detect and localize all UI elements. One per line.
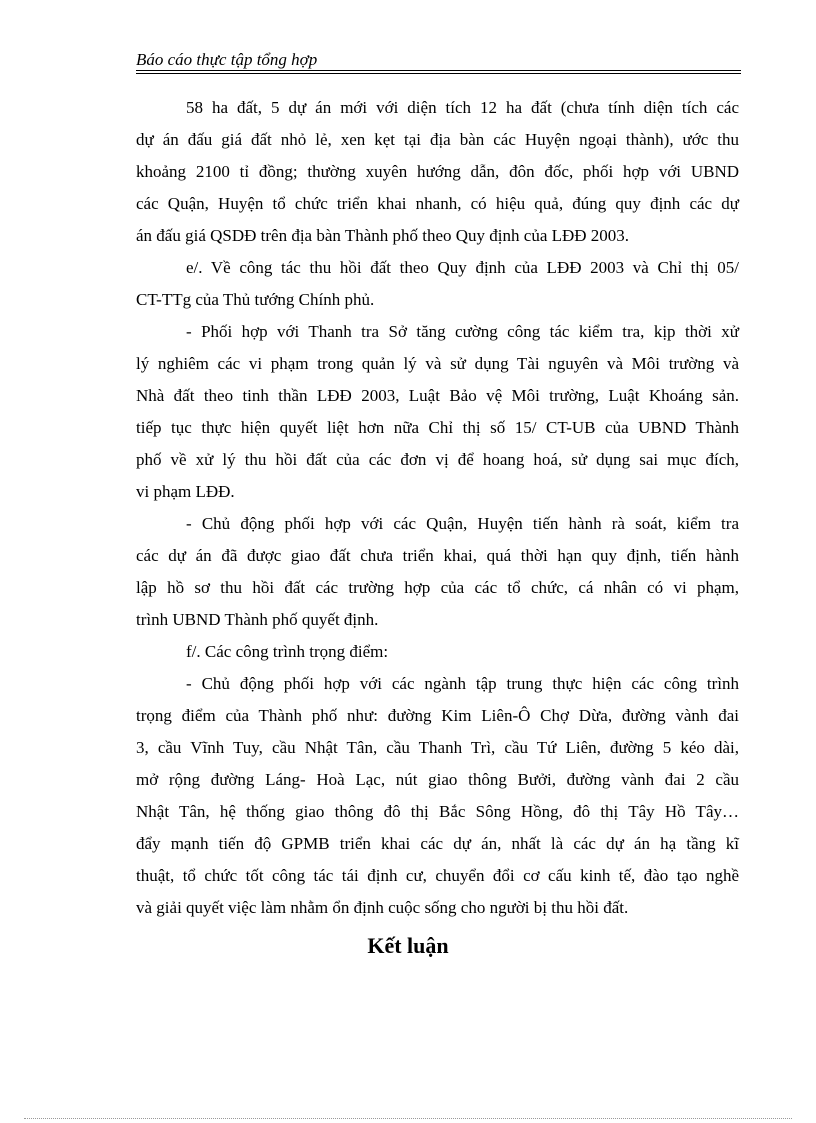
text-line: f/. Các công trình trọng điểm: <box>186 642 389 661</box>
text-line: - Chủ động phối hợp với các Quận, Huyện tiến hành rà soát, kiểm tra <box>186 514 739 533</box>
text-line: lập hồ sơ thu hồi đất các trường hợp của các tổ chức, cá nhân có vi phạm, <box>136 578 739 597</box>
text-line: lý nghiêm các vi phạm trong quản lý và sử dụng Tài nguyên và Môi trường và <box>136 354 739 373</box>
text-line: dự án đấu giá đất nhỏ lẻ, xen kẹt tại địa bàn các Huyện ngoại thành), ước thu <box>136 130 739 149</box>
page-header <box>136 49 741 71</box>
text-line: - Phối hợp với Thanh tra Sở tăng cường công tác kiểm tra, kịp thời xử <box>186 322 739 341</box>
paragraph <box>136 252 739 316</box>
paragraph <box>136 668 739 924</box>
header-title: Báo cáo thực tập tổng hợp <box>136 50 318 69</box>
text-line: 3, cầu Vĩnh Tuy, cầu Nhật Tân, cầu Thanh Trì, cầu Tứ Liên, đường 5 kéo dài, <box>136 738 739 757</box>
text-line: vi phạm LĐĐ. <box>136 482 235 501</box>
text-line: mở rộng đường Láng- Hoà Lạc, nút giao thông Bưởi, đường vành đai 2 cầu <box>136 770 739 789</box>
text-line: trình UBND Thành phố quyết định. <box>136 610 379 629</box>
paragraph <box>136 508 739 636</box>
text-line: e/. Về công tác thu hồi đất theo Quy định của LĐĐ 2003 và Chỉ thị 05/ <box>186 258 739 277</box>
paragraph <box>136 316 739 508</box>
header-rule-bottom <box>136 73 741 74</box>
text-line: thuật, tổ chức tốt công tác tái định cư, chuyển đổi cơ cấu kinh tế, đào tạo nghề <box>136 866 739 885</box>
text-line: đẩy mạnh tiến độ GPMB triển khai các dự án, nhất là các dự án hạ tầng kĩ <box>136 834 739 853</box>
text-line: tiếp tục thực hiện quyết liệt hơn nữa Chỉ thị số 15/ CT-UB của UBND Thành <box>136 418 739 437</box>
text-line: phố về xử lý thu hồi đất của các đơn vị để hoang hoá, sử dụng sai mục đích, <box>136 450 739 469</box>
document-body <box>136 92 739 924</box>
text-line: khoảng 2100 tỉ đồng; thường xuyên hướng dẫn, đôn đốc, phối hợp với UBND <box>136 162 739 181</box>
page-bottom-border <box>24 1118 792 1119</box>
text-line: và giải quyết việc làm nhằm ổn định cuộc sống cho người bị thu hồi đất. <box>136 898 629 917</box>
header-rule-top <box>136 70 741 71</box>
conclusion-heading: Kết luận <box>367 933 449 958</box>
paragraph <box>136 636 739 668</box>
text-line: 58 ha đất, 5 dự án mới với diện tích 12 ha đất (chưa tính diện tích các <box>186 98 739 117</box>
text-line: các dự án đã được giao đất chưa triển khai, quá thời hạn quy định, tiến hành <box>136 546 739 565</box>
text-line: án đấu giá QSDĐ trên địa bàn Thành phố theo Quy định của LĐĐ 2003. <box>136 226 630 245</box>
text-line: - Chủ động phối hợp với các ngành tập trung thực hiện các công trình <box>186 674 739 693</box>
text-line: các Quận, Huyện tổ chức triển khai nhanh, có hiệu quả, đúng quy định các dự <box>136 194 739 213</box>
paragraph <box>136 92 739 252</box>
text-line: CT-TTg của Thủ tướng Chính phủ. <box>136 290 375 309</box>
text-line: Nhật Tân, hệ thống giao thông đô thị Bắc Sông Hồng, đô thị Tây Hồ Tây… <box>136 802 739 821</box>
text-line: Nhà đất theo tinh thần LĐĐ 2003, Luật Bảo vệ Môi trường, Luật Khoáng sản. <box>136 386 739 405</box>
text-line: trọng điểm của Thành phố như: đường Kim Liên-Ô Chợ Dừa, đường vành đai <box>136 706 739 725</box>
